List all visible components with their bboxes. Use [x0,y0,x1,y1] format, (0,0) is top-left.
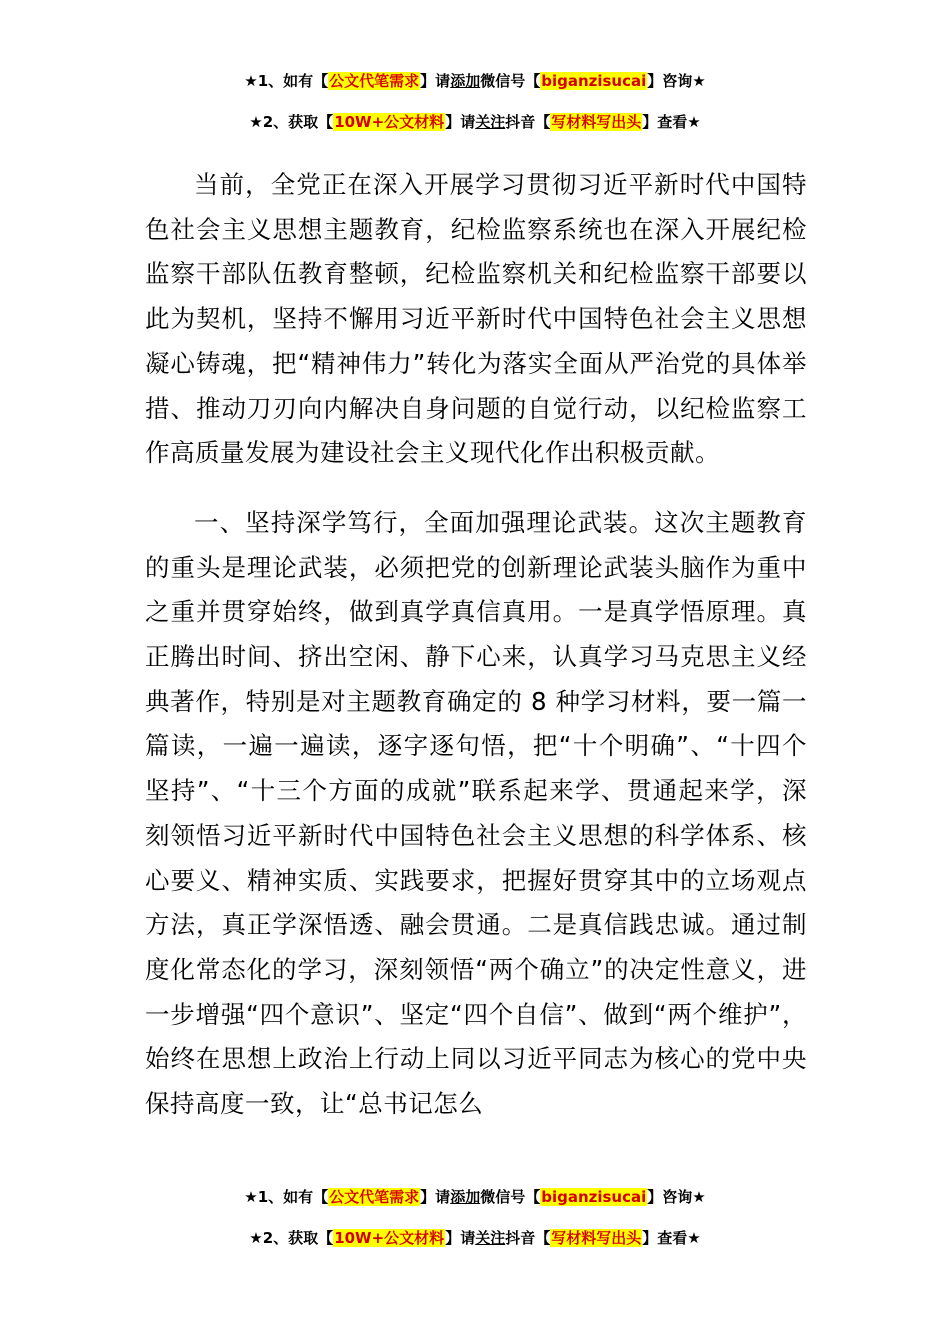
banner-text: 】咨询★ [647,72,706,90]
banner-line-2 [0,1227,950,1249]
banner-text: ★1、如有【 [244,72,329,90]
banner-highlight: 公文代笔需求 [329,72,420,90]
banner-text: 】查看★ [642,113,701,131]
banner-underlined-text: 关注 [475,113,506,131]
banner-text: 】请 [445,1229,476,1247]
banner-highlight: 10W+公文材料 [334,113,445,131]
banner-highlight: 写材料写出头 [551,1229,642,1247]
paragraph-section-one: 一、坚持深学笃行，全面加强理论武装。这次主题教育的重头是理论武装，必须把党的创新理论武装头脑作为重中之重并贯穿始终，做到真学真信真用。一是真学悟原理。真正腾出时间、挤出空闲、静下心来，认真学习马克思主义经典著作，特别是对主题教育确定的 8 种学习材料，要一篇一篇读，一遍一遍读，逐字逐句悟，把“十个明确”、“十四个坚持”、“十三个方面的成就”联系起来学、贯通起来学，深刻领悟习近平新时代中国特色社会主义思想的科学体系、核心要义、精神实质、实践要求，把握好贯穿其中的立场观点方法，真正学深悟透、融会贯通。二是真信践忠诚。通过制度化常态化的学习，深刻领悟“两个确立”的决定性意义，进一步增强“四个意识”、坚定“四个自信”、做到“两个维护”，始终在思想上政治上行动上同以习近平同志为核心的党中央保持高度一致，让“总书记怎么 [145,507,807,1119]
banner-text: 抖音【 [505,1229,551,1247]
banner-text: 抖音【 [505,113,551,131]
paragraph-intro: 当前，全党正在深入开展学习贯彻习近平新时代中国特色社会主义思想主题教育，纪检监察系统也在深入开展纪检监察干部队伍教育整顿，纪检监察机关和纪检监察干部要以此为契机，坚持不懈用习近平新时代中国特色社会主义思想凝心铸魂，把“精神伟力”转化为落实全面从严治党的具体举措、推动刀刃向内解决自身问题的自觉行动，以纪检监察工作高质量发展为建设社会主义现代化作出积极贡献。 [145,170,807,468]
banner-highlight: 公文代笔需求 [329,1188,420,1206]
banner-text: ★1、如有【 [244,1188,329,1206]
banner-text: 】咨询★ [647,1188,706,1206]
banner-line-2 [0,111,950,133]
top-banner [0,70,950,152]
banner-highlight: 10W+公文材料 [334,1229,445,1247]
banner-text: 微信号【 [480,1188,541,1206]
banner-highlight: 写材料写出头 [551,113,642,131]
banner-text: 】查看★ [642,1229,701,1247]
banner-text: 】请 [420,1188,451,1206]
banner-highlight: biganzisucai [541,72,647,90]
banner-underlined-text: 添加 [450,72,481,90]
banner-highlight: biganzisucai [541,1188,647,1206]
document-body [145,163,807,1152]
banner-line-1 [0,1186,950,1208]
banner-underlined-text: 添加 [450,1188,481,1206]
banner-text: 】请 [445,113,476,131]
banner-text: ★2、获取【 [249,113,334,131]
banner-text: 】请 [420,72,451,90]
bottom-banner [0,1186,950,1268]
banner-line-1 [0,70,950,92]
banner-underlined-text: 关注 [475,1229,506,1247]
banner-text: ★2、获取【 [249,1229,334,1247]
banner-text: 微信号【 [480,72,541,90]
